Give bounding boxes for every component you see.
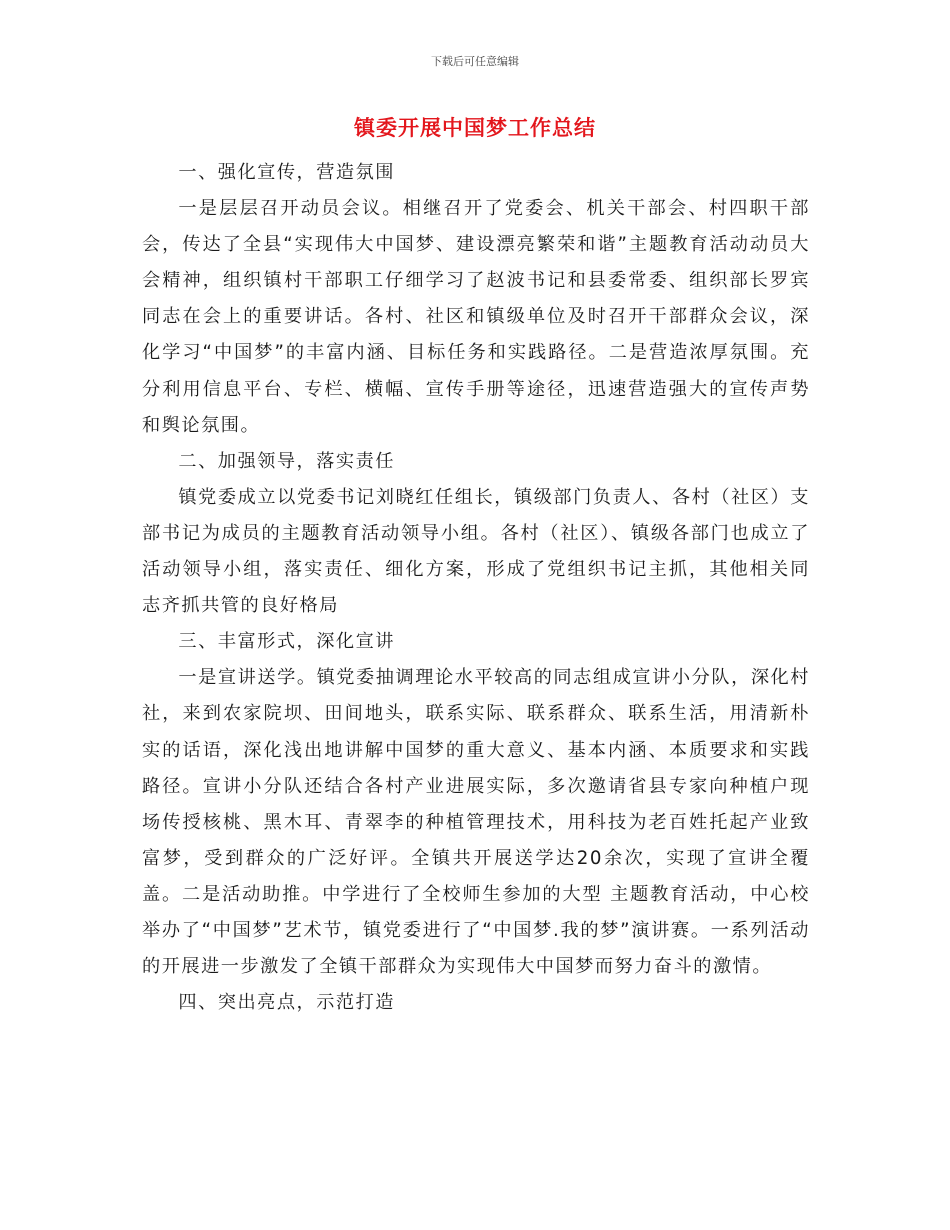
document-body [142,155,810,1021]
document-title: 镇委开展中国梦工作总结 [354,116,596,140]
paragraph: 镇党委成立以党委书记刘晓红任组长，镇级部门负责人、各村（社区）支部书记为成员的主题教育活动领导小组。各村（社区）、镇级各部门也成立了活动领导小组，落实责任、细化方案，形成了党组织书记主抓，其他相关同志齐抓共管的良好格局 [142,486,810,617]
header-note: 下载后可任意编辑 [431,55,519,68]
section-heading-4: 四、突出亮点，示范打造 [178,992,395,1014]
section-heading-3: 三、丰富形式，深化宣讲 [178,631,395,653]
paragraph: 一是层层召开动员会议。相继召开了党委会、机关干部会、村四职干部会，传达了全县“实现伟大中国梦、建设漂亮繁荣和谐”主题教育活动动员大会精神，组织镇村干部职工仔细学习了赵波书记和县委常委、组织部长罗宾同志在会上的重要讲话。各村、社区和镇级单位及时召开干部群众会议，深化学习“中国梦”的丰富内涵、目标任务和实践路径。二是营造浓厚氛围。充分利用信息平台、专栏、横幅、宣传手册等途径，迅速营造强大的宣传声势和舆论氛围。 [142,198,810,436]
section-heading-1: 一、强化宣传，营造氛围 [178,162,395,183]
paragraph: 一是宣讲送学。镇党委抽调理论水平较高的同志组成宣讲小分队，深化村社，来到农家院坝、田间地头，联系实际、联系群众、联系生活，用清新朴实的话语，深化浅出地讲解中国梦的重大意义、基本内涵、本质要求和实践路径。宣讲小分队还结合各村产业进展实际，多次邀请省县专家向种植户现场传授核桃、黑木耳、青翠李的种植管理技术，用科技为老百姓托起产业致富梦，受到群众的广泛好评。全镇共开展送学达20余次，实现了宣讲全覆盖。二是活动助推。中学进行了全校师生参加的大型 主题教育活动，中心校举办了“中国梦”艺术节，镇党委进行了“中国梦.我的梦”演讲赛。一系列活动的开展进一步激发了全镇干部群众为实现伟大中国梦而努力奋斗的激情。 [142,667,810,978]
section-heading-2: 二、加强领导，落实责任 [178,450,395,472]
